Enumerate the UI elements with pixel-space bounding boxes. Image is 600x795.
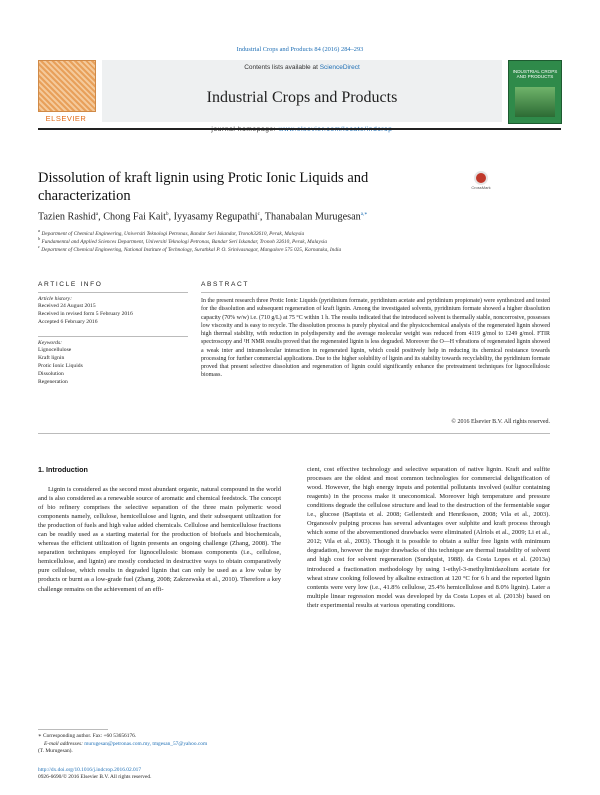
keywords-block [38,340,193,386]
publisher-logo-text: ELSEVIER [45,114,87,123]
journal-name: Industrial Crops and Products [206,89,398,106]
cover-title: INDUSTRIAL CROPS AND PRODUCTS [512,69,558,79]
abstract-divider [201,292,550,293]
author-name[interactable]: Tazien Rashid [38,211,96,223]
sciencedirect-link[interactable]: ScienceDirect [319,64,360,71]
doi-block [38,767,288,782]
history-item: Received in revised form 5 February 2016 [38,311,133,318]
header-divider [38,128,561,130]
author-name[interactable]: Iyyasamy Regupathi [173,211,258,223]
crossmark-label: CrossMark [471,185,491,190]
author-list: Tazien Rashid$^a$, Chong Fai Kait$^b$, Iyyasamy Regupathi$^c$, Thanabalan Murugesan$^{a,∗}$ [38,211,368,223]
author-affiliation-mark: a [95,212,99,217]
intro-paragraph: cient, cost effective technology and selective separation of native lignin. Kraft and sulfite processes are the oldest and most common technologies for commercial delignification of wood. However, the high energy inputs and potential pollutants involved (sulfur containing reagents) in the process make it uneconomical. Moreover high temperature and pressure conditions degrade the cellulose structure and lead to the destruction of the fermentable sugar i.e., glucose (Baptista et al. 2008; Gellerstedt and Henriksson, 2008; Vila et al., 2003). Organosolv pulping process has several advantages over sulphite and kraft process through which some of the abovementioned drawbacks were eliminated (Alriols et al., 2009; Li et al., 2012; Vila et al., 2003). Though it is possible to obtain a sulfur free lignin with minimum degradation, however the major drawbacks of this technique are thermal instability of solvent and high cost for solvent regeneration (Sundquist, 1988). da Costa Lopes et al. (2013a) introduced a fractionation methodology by using 1-ethyl-3-methylimidazolium acetate for wheat straw cooking followed by alkaline extraction at 120 °C for 6 h and the reported lignin contents were very low (i.e., 41.8% cellulose, 25.4% hemicellulose and 8.0% lignin). Later a multiple linear regression model was developed by da Costa Lopes et al. (2013b) based on their experimental results at various operating conditions. [307,466,550,609]
history-item: Received 24 August 2015 [38,303,96,309]
elsevier-tree-icon [38,60,96,112]
abstract-text: In the present research three Protic Ionic Liquids (pyridinium formate, pyridinium acetate and pyridinium propionate) were synthesized and tested for the dissolution and subsequent regeneration of kraft lignin. Among the investigated solvents, pyridinium formate showed a higher dissolution capacity (70% w/w) i.e. (710 g/L) at 75 °C within 1 h. The results indicated that the introduced solvent is thermally stable, noncorrosive, possesses low viscosity and is easy to recycle. The dissolution process is purely physical and the physicochemical analysis of the regenerated lignin showed high thermal stability, with reduction in polydispersity and the average molecular weight was reduced from 4119 g/mol to 1249 g/mol. FTIR spectroscopy and ¹H NMR results proved that the regenerated lignin is less degraded. Moreover the O—H vibrations of regenerated lignin showed a weak inter and intramolecular interaction in regenerated lignin, which could positively help in reducing its chemical resistance towards processing for further commercial applications. Due to the higher solubility of lignin and its stability towards recyclability, the pyridinium formate proved that present selective dissolution and regeneration of lignin could significantly enhance the pretreatment techniques for lignocellulosic biomass. [201,298,550,379]
keywords-label: Keywords: [38,340,63,346]
email-link[interactable]: murugesan@petronas.com.my, tmgesan_57@yahoo.com [84,740,208,747]
section-heading-introduction: 1. Introduction [38,465,88,474]
keyword: Dissolution [38,371,64,378]
elsevier-logo[interactable] [38,60,94,122]
keyword: Kraft lignin [38,355,65,362]
article-history [38,296,193,326]
crossmark-button[interactable] [466,171,496,191]
affiliation: $^c$ Department of Chemical Engineering, National Institute of Technology, Surathkal P. O. Srinivasnagar, Mangalore 575 025, Karnataka, India [38,244,342,253]
contents-availability: Contents lists available at ScienceDirect [244,64,360,71]
affiliation: $^a$ Department of Chemical Engineering, Universiti Teknologi Petronas, Bandar Seri Iskandar, Tronoh32610, Perak, Malaysia [38,228,305,237]
keyword: Protic Ionic Liquids [38,363,83,370]
journal-header [102,60,502,122]
abstract-bottom-divider [38,433,550,434]
cover-artwork [515,87,555,117]
history-label: Article history: [38,296,73,302]
journal-cover-image[interactable] [508,60,562,124]
journal-reference-link[interactable]: Industrial Crops and Products 84 (2016) 284–293 [236,46,364,53]
author-name[interactable]: Chong Fai Kait [103,211,167,223]
keywords-divider [38,336,188,337]
doi-link[interactable]: http://dx.doi.org/10.1016/j.indcrop.2016.02.017 [38,767,142,773]
author-affiliation-mark: c [257,212,260,217]
affiliation: $^b$ Fundamental and Applied Sciences Department, Universiti Teknologi Petronas, Bandar Seri Iskandar, Tronoh 32610, Perak, Malaysia [38,236,327,245]
copyright-notice: © 2016 Elsevier B.V. All rights reserved. [451,419,550,425]
keyword: Lignocellulose [38,347,72,353]
footnote [38,733,268,756]
history-item: Accepted 6 February 2016 [38,319,98,326]
keyword: Regeneration [38,379,68,386]
corresponding-author-note: ∗ Corresponding author. Fax: +60 53656176. [38,733,137,739]
email-line: E-mail addresses: murugesan@petronas.com.my, tmgesan_57@yahoo.com [44,740,208,747]
author-affiliation-mark: b [166,212,169,217]
intro-right-column [307,465,550,610]
crossmark-icon [474,171,488,185]
article-title: Dissolution of kraft lignin using Protic Ionic Liquids and characterization [38,170,369,204]
intro-paragraph: Lignin is considered as the second most abundant organic, natural compound in the world and is also considered as a renewable source of aromatic and chemical feedstock. The concept of bio refinery comprises the selective separation of the three main polymeric wood components namely, cellulose, hemicellulose and lignin, and their subsequent utilization for the production of fuels and high value added chemicals. Cellulose and hemicellulose fractions can be readily used as a starting material for the production of biofuels and biochemicals, whereas the efficient utilization of lignin presents an ongoing challenge (Zhang, 2008). The separation techniques employed for lignocellulosic biomass components (i.e., cellulose, hemicellulose, and lignin) are mostly conducted in destructive ways to obtain comparatively pure cellulose, which results in degraded lignin that can only be used as a low value by products or burnt as a low-grade fuel (Zhang, 2008; Zakrzewska et al., 2010). Therefore a key challenge remains on the achievement of an effi- [38,486,281,593]
author-affiliation-mark: a,∗ [360,212,368,217]
author-name[interactable]: Thanabalan Murugesan [264,211,361,223]
intro-left-column [38,485,281,594]
footnote-divider [38,729,108,730]
issn-line: 0926-6690/© 2016 Elsevier B.V. All rights reserved. [38,774,152,781]
abstract-heading: ABSTRACT [201,281,249,288]
article-info-divider [38,292,188,293]
article-info-heading: ARTICLE INFO [38,281,103,288]
email-owner: (T. Murugesan). [38,748,73,754]
